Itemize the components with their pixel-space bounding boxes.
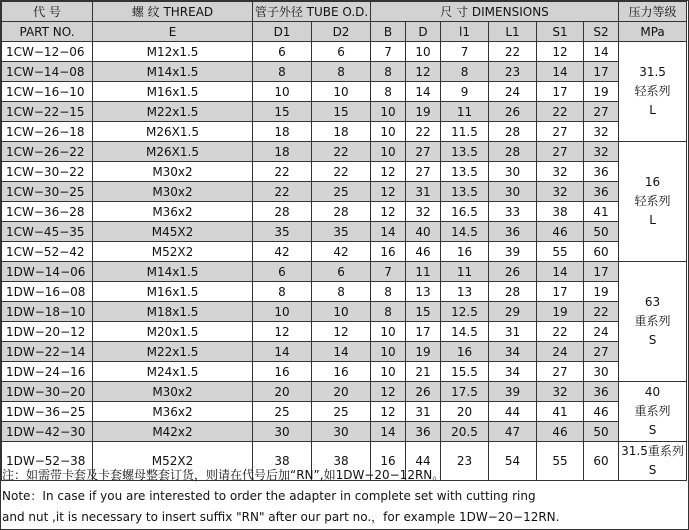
cell-b: 12: [371, 202, 406, 222]
cell-b: 8: [371, 62, 406, 82]
pressure-grade-line: 16: [644, 175, 661, 189]
cell-b: 7: [371, 42, 406, 62]
cell-thread: M12x1.5: [93, 42, 253, 62]
cell-thread: M52X2: [93, 242, 253, 262]
cell-s2: 36: [584, 182, 619, 202]
cell-d1: 12: [253, 322, 312, 342]
cell-part-no: 1CW−22−15: [2, 102, 93, 122]
cell-s2: 19: [584, 282, 619, 302]
cell-d2: 14: [312, 342, 371, 362]
cell-d2: 25: [312, 402, 371, 422]
cell-s2: 60: [584, 442, 619, 481]
cell-l1-lower: 12.5: [441, 302, 489, 322]
cell-b: 10: [371, 322, 406, 342]
cell-b: 8: [371, 302, 406, 322]
cell-b: 16: [371, 242, 406, 262]
cell-s1: 27: [537, 142, 584, 162]
cell-d1: 10: [253, 82, 312, 102]
cell-s2: 60: [584, 242, 619, 262]
header-part-no: PART NO.: [2, 22, 93, 42]
cell-s1: 55: [537, 242, 584, 262]
cell-s2: 27: [584, 342, 619, 362]
pressure-grade-cell: [619, 42, 687, 142]
cell-thread: M22x1.5: [93, 102, 253, 122]
cell-s1: 46: [537, 222, 584, 242]
header-l1-upper: L1: [489, 22, 537, 42]
cell-s2: 50: [584, 222, 619, 242]
notes: [2, 465, 687, 528]
cell-thread: M30x2: [93, 162, 253, 182]
cell-d: 31: [406, 402, 441, 422]
cell-part-no: 1CW−16−10: [2, 82, 93, 102]
table-row: [2, 82, 687, 102]
pressure-grade-line: 轻系列: [634, 84, 671, 98]
cell-d: 27: [406, 162, 441, 182]
cell-b: 12: [371, 382, 406, 402]
cell-s2: 17: [584, 262, 619, 282]
cell-l1-upper: 28: [489, 122, 537, 142]
cell-l1-upper: 23: [489, 62, 537, 82]
cell-b: 10: [371, 142, 406, 162]
cell-l1-lower: 9: [441, 82, 489, 102]
cell-s2: 32: [584, 142, 619, 162]
cell-d1: 18: [253, 122, 312, 142]
cell-b: 12: [371, 162, 406, 182]
cell-l1-upper: 36: [489, 222, 537, 242]
cell-s2: 27: [584, 102, 619, 122]
cell-s2: 41: [584, 202, 619, 222]
cell-d2: 8: [312, 282, 371, 302]
cell-part-no: 1CW−14−08: [2, 62, 93, 82]
cell-l1-lower: 16: [441, 342, 489, 362]
cell-d1: 6: [253, 42, 312, 62]
cell-d2: 35: [312, 222, 371, 242]
cell-l1-upper: 39: [489, 242, 537, 262]
cell-part-no: 1CW−52−42: [2, 242, 93, 262]
header-d1: D1: [253, 22, 312, 42]
cell-thread: M18x1.5: [93, 302, 253, 322]
cell-d2: 6: [312, 42, 371, 62]
cell-l1-upper: 34: [489, 342, 537, 362]
cell-s2: 36: [584, 162, 619, 182]
cell-l1-upper: 44: [489, 402, 537, 422]
cell-d: 19: [406, 102, 441, 122]
cell-d: 31: [406, 182, 441, 202]
table-row: [2, 202, 687, 222]
note-english-line-2: and nut ,it is necessary to insert suffix "RN" after our part no.，for example 1DW−20−12RN.: [2, 510, 560, 524]
cell-s2: 24: [584, 322, 619, 342]
pressure-grade-line: 轻系列: [634, 194, 671, 208]
pressure-grade-line: 31.5: [639, 65, 666, 79]
pressure-grade-line: 63: [644, 295, 661, 309]
cell-b: 10: [371, 102, 406, 122]
cell-l1-lower: 13.5: [441, 142, 489, 162]
cell-s2: 30: [584, 362, 619, 382]
table-row: [2, 342, 687, 362]
cell-d1: 15: [253, 102, 312, 122]
cell-d2: 38: [312, 442, 371, 481]
cell-b: 16: [371, 442, 406, 481]
cell-part-no: 1DW−16−08: [2, 282, 93, 302]
cell-d: 17: [406, 322, 441, 342]
cell-d: 36: [406, 422, 441, 442]
cell-part-no: 1CW−30−25: [2, 182, 93, 202]
cell-l1-upper: 33: [489, 202, 537, 222]
cell-l1-lower: 11: [441, 262, 489, 282]
cell-l1-lower: 16.5: [441, 202, 489, 222]
pressure-grade-line: 重系列: [634, 404, 671, 418]
cell-l1-upper: 31: [489, 322, 537, 342]
header-part-code: 代 号: [2, 2, 93, 22]
cell-thread: M22x1.5: [93, 342, 253, 362]
cell-l1-lower: 13.5: [441, 162, 489, 182]
cell-part-no: 1DW−18−10: [2, 302, 93, 322]
table-row: [2, 142, 687, 162]
cell-d: 19: [406, 342, 441, 362]
cell-part-no: 1CW−36−28: [2, 202, 93, 222]
cell-part-no: 1CW−45−35: [2, 222, 93, 242]
cell-d1: 22: [253, 182, 312, 202]
spec-table: [1, 1, 687, 481]
cell-l1-lower: 13.5: [441, 182, 489, 202]
cell-d: 21: [406, 362, 441, 382]
table-row: [2, 62, 687, 82]
cell-s1: 17: [537, 82, 584, 102]
cell-b: 10: [371, 362, 406, 382]
header-pressure-grade: 压力等级: [619, 2, 687, 22]
cell-d1: 35: [253, 222, 312, 242]
cell-d1: 18: [253, 142, 312, 162]
cell-s1: 41: [537, 402, 584, 422]
header-e: E: [93, 22, 253, 42]
cell-d1: 6: [253, 262, 312, 282]
cell-part-no: 1CW−26−22: [2, 142, 93, 162]
cell-d1: 10: [253, 302, 312, 322]
cell-part-no: 1DW−52−38: [2, 442, 93, 481]
cell-l1-lower: 15.5: [441, 362, 489, 382]
cell-d2: 22: [312, 142, 371, 162]
table-row: [2, 322, 687, 342]
cell-thread: M36x2: [93, 202, 253, 222]
cell-s1: 32: [537, 162, 584, 182]
cell-d2: 42: [312, 242, 371, 262]
cell-d: 32: [406, 202, 441, 222]
cell-part-no: 1CW−26−18: [2, 122, 93, 142]
cell-d1: 8: [253, 62, 312, 82]
cell-s1: 14: [537, 262, 584, 282]
cell-part-no: 1CW−12−06: [2, 42, 93, 62]
table-row: [2, 302, 687, 322]
table-row: [2, 122, 687, 142]
cell-d: 13: [406, 282, 441, 302]
cell-l1-lower: 20: [441, 402, 489, 422]
cell-d: 27: [406, 142, 441, 162]
cell-thread: M30x2: [93, 182, 253, 202]
cell-d1: 20: [253, 382, 312, 402]
cell-s2: 32: [584, 122, 619, 142]
header-b: B: [371, 22, 406, 42]
cell-l1-upper: 54: [489, 442, 537, 481]
cell-d2: 28: [312, 202, 371, 222]
cell-part-no: 1CW−30−22: [2, 162, 93, 182]
table-row: [2, 262, 687, 282]
cell-d2: 30: [312, 422, 371, 442]
table-row: [2, 282, 687, 302]
header-row-1: [2, 2, 687, 22]
cell-s1: 55: [537, 442, 584, 481]
cell-s1: 17: [537, 282, 584, 302]
cell-thread: M26X1.5: [93, 122, 253, 142]
pressure-grade-line: 40: [644, 385, 661, 399]
header-row-2: [2, 22, 687, 42]
cell-thread: M16x1.5: [93, 282, 253, 302]
cell-thread: M20x1.5: [93, 322, 253, 342]
cell-d1: 42: [253, 242, 312, 262]
cell-part-no: 1DW−22−14: [2, 342, 93, 362]
cell-l1-lower: 11.5: [441, 122, 489, 142]
cell-l1-lower: 16: [441, 242, 489, 262]
cell-d1: 28: [253, 202, 312, 222]
cell-l1-lower: 20.5: [441, 422, 489, 442]
table-row: [2, 102, 687, 122]
cell-l1-lower: 14.5: [441, 322, 489, 342]
cell-d: 11: [406, 262, 441, 282]
cell-d2: 8: [312, 62, 371, 82]
note-english-line-1: Note：In case if you are interested to order the adapter in complete set with cutting ring: [2, 489, 536, 503]
cell-thread: M45X2: [93, 222, 253, 242]
header-thread: 螺 纹 THREAD: [93, 2, 253, 22]
cell-l1-upper: 47: [489, 422, 537, 442]
table-row: [2, 182, 687, 202]
pressure-grade-line: S: [648, 333, 657, 347]
cell-thread: M24x1.5: [93, 362, 253, 382]
cell-l1-lower: 13: [441, 282, 489, 302]
header-d: D: [406, 22, 441, 42]
cell-d1: 16: [253, 362, 312, 382]
cell-d2: 16: [312, 362, 371, 382]
cell-l1-lower: 8: [441, 62, 489, 82]
cell-thread: M14x1.5: [93, 62, 253, 82]
cell-l1-upper: 29: [489, 302, 537, 322]
cell-l1-upper: 30: [489, 162, 537, 182]
table-row: [2, 402, 687, 422]
cell-d2: 10: [312, 302, 371, 322]
cell-part-no: 1DW−24−16: [2, 362, 93, 382]
header-dimensions: 尺 寸 DIMENSIONS: [371, 2, 619, 22]
cell-s2: 46: [584, 402, 619, 422]
cell-l1-upper: 24: [489, 82, 537, 102]
cell-l1-upper: 22: [489, 42, 537, 62]
note-chinese: 注：如需带卡套及卡套螺母整套订货，则请在代号后加“RN”,如1DW−20−12RN。: [2, 468, 445, 482]
cell-part-no: 1DW−14−06: [2, 262, 93, 282]
table-row: [2, 422, 687, 442]
cell-d2: 25: [312, 182, 371, 202]
header-l1-lower: l1: [441, 22, 489, 42]
spec-table-body: [2, 42, 687, 481]
cell-s2: 17: [584, 62, 619, 82]
cell-s2: 50: [584, 422, 619, 442]
header-d2: D2: [312, 22, 371, 42]
cell-b: 7: [371, 262, 406, 282]
cell-s1: 19: [537, 302, 584, 322]
table-row: [2, 382, 687, 402]
cell-d1: 8: [253, 282, 312, 302]
cell-d2: 15: [312, 102, 371, 122]
cell-s1: 38: [537, 202, 584, 222]
cell-part-no: 1DW−36−25: [2, 402, 93, 422]
cell-d2: 10: [312, 82, 371, 102]
cell-l1-upper: 30: [489, 182, 537, 202]
cell-l1-upper: 28: [489, 142, 537, 162]
cell-l1-upper: 28: [489, 282, 537, 302]
cell-d1: 30: [253, 422, 312, 442]
pressure-grade-line: L: [649, 103, 656, 117]
cell-s1: 22: [537, 102, 584, 122]
cell-l1-lower: 14.5: [441, 222, 489, 242]
cell-s1: 12: [537, 42, 584, 62]
cell-b: 12: [371, 182, 406, 202]
cell-b: 14: [371, 222, 406, 242]
cell-d: 22: [406, 122, 441, 142]
cell-b: 14: [371, 422, 406, 442]
table-row: [2, 362, 687, 382]
cell-d1: 14: [253, 342, 312, 362]
cell-l1-upper: 34: [489, 362, 537, 382]
cell-thread: M52X2: [93, 442, 253, 481]
cell-s1: 32: [537, 382, 584, 402]
cell-d1: 22: [253, 162, 312, 182]
cell-d: 14: [406, 82, 441, 102]
cell-part-no: 1DW−30−20: [2, 382, 93, 402]
cell-part-no: 1DW−42−30: [2, 422, 93, 442]
cell-s2: 22: [584, 302, 619, 322]
cell-s2: 36: [584, 382, 619, 402]
cell-l1-upper: 39: [489, 382, 537, 402]
cell-l1-lower: 23: [441, 442, 489, 481]
cell-thread: M30x2: [93, 382, 253, 402]
cell-thread: M26X1.5: [93, 142, 253, 162]
cell-s2: 19: [584, 82, 619, 102]
cell-l1-lower: 17.5: [441, 382, 489, 402]
cell-d: 46: [406, 242, 441, 262]
cell-thread: M14x1.5: [93, 262, 253, 282]
pressure-grade-line: S: [648, 423, 657, 437]
pressure-grade-cell: [619, 262, 687, 382]
table-row: [2, 242, 687, 262]
cell-l1-upper: 26: [489, 262, 537, 282]
header-s2: S2: [584, 22, 619, 42]
cell-s2: 14: [584, 42, 619, 62]
pressure-grade-line: L: [649, 213, 656, 227]
cell-s1: 27: [537, 122, 584, 142]
cell-s1: 22: [537, 322, 584, 342]
cell-d2: 6: [312, 262, 371, 282]
cell-thread: M36x2: [93, 402, 253, 422]
table-row: [2, 162, 687, 182]
header-s1: S1: [537, 22, 584, 42]
cell-thread: M42x2: [93, 422, 253, 442]
cell-l1-upper: 26: [489, 102, 537, 122]
cell-l1-lower: 11: [441, 102, 489, 122]
header-mpa: MPa: [619, 22, 687, 42]
cell-d1: 38: [253, 442, 312, 481]
cell-b: 8: [371, 282, 406, 302]
cell-part-no: 1DW−20−12: [2, 322, 93, 342]
table-row: [2, 42, 687, 62]
table-row: [2, 222, 687, 242]
cell-d2: 12: [312, 322, 371, 342]
pressure-grade-cell: [619, 142, 687, 262]
cell-b: 12: [371, 402, 406, 422]
cell-d: 15: [406, 302, 441, 322]
cell-s1: 32: [537, 182, 584, 202]
cell-b: 8: [371, 82, 406, 102]
cell-d: 12: [406, 62, 441, 82]
cell-d: 10: [406, 42, 441, 62]
cell-d2: 18: [312, 122, 371, 142]
pressure-grade-line: 重系列: [634, 314, 671, 328]
cell-d2: 22: [312, 162, 371, 182]
cell-s1: 27: [537, 362, 584, 382]
cell-s1: 14: [537, 62, 584, 82]
cell-d: 26: [406, 382, 441, 402]
cell-d2: 20: [312, 382, 371, 402]
cell-thread: M16x1.5: [93, 82, 253, 102]
cell-d1: 25: [253, 402, 312, 422]
pressure-grade-line: 31.5重系列S: [621, 444, 684, 477]
cell-d: 44: [406, 442, 441, 481]
cell-s1: 24: [537, 342, 584, 362]
header-tube-od: 管子外径 TUBE O.D.: [253, 2, 371, 22]
cell-d: 40: [406, 222, 441, 242]
cell-l1-lower: 7: [441, 42, 489, 62]
pressure-grade-cell: [619, 382, 687, 442]
cell-b: 10: [371, 122, 406, 142]
cell-b: 10: [371, 342, 406, 362]
cell-s1: 46: [537, 422, 584, 442]
